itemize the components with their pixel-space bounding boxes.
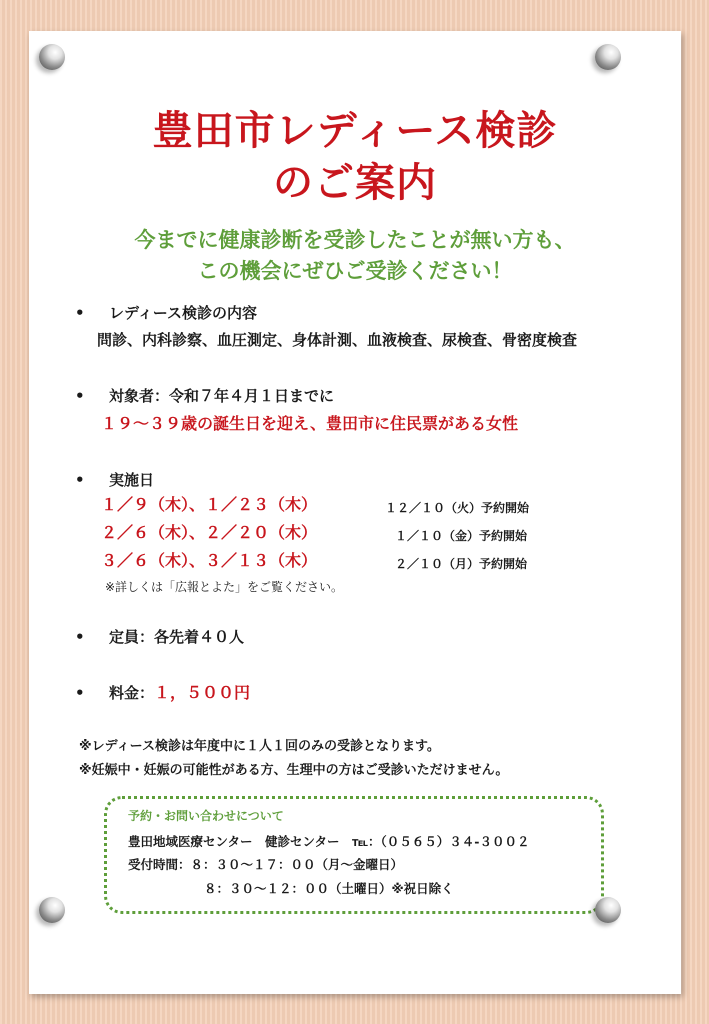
contact-title: 予約・お問い合わせについて xyxy=(128,809,284,823)
pushpin-icon xyxy=(595,897,621,923)
dates-note: ※詳しくは「広報とよた」をご覧ください。 xyxy=(105,580,344,594)
pushpin-icon xyxy=(39,44,65,70)
flyer-title-line2: のご案内 xyxy=(273,160,437,206)
bullet-icon: • xyxy=(75,628,85,646)
subtitle-line2: この機会にぜひご受診ください！ xyxy=(197,259,513,283)
contact-hours-weekday: 受付時間：８：３０～１７：００（月～金曜日） xyxy=(128,857,404,872)
bullet-icon: • xyxy=(75,387,85,405)
target-detail: １９～３９歳の誕生日を迎え、豊田市に住民票がある女性 xyxy=(101,414,518,433)
contact-box xyxy=(104,796,604,914)
subtitle-line1: 今までに健康診断を受診したことが無い方も、 xyxy=(134,228,576,252)
pushpin-icon xyxy=(39,897,65,923)
fee-amount: １，５００円 xyxy=(154,683,251,702)
date-row-dates: １／９（木）、１／２３（木） xyxy=(101,495,318,514)
note-pregnancy: ※妊娠中・妊娠の可能性がある方、生理中の方はご受診いただけません。 xyxy=(79,763,509,778)
target-heading: 対象者：令和７年４月１日までに xyxy=(109,387,335,405)
bullet-icon: • xyxy=(75,304,85,322)
date-row-dates: ２／６（木）、２／２０（木） xyxy=(101,523,318,542)
date-row-reservation: ２／１０（月）予約開始 xyxy=(395,557,528,571)
date-row-dates: ３／６（木）、３／１３（木） xyxy=(101,551,318,570)
note-once-per-year: ※レディース検診は年度中に１人１回のみの受診となります。 xyxy=(79,739,440,754)
bullet-icon: • xyxy=(75,684,85,702)
pushpin-icon xyxy=(595,44,621,70)
contact-hours-saturday: ８：３０～１２：００（土曜日）※祝日除く xyxy=(204,881,454,896)
bullet-icon: • xyxy=(75,471,85,489)
contents-heading: レディース検診の内容 xyxy=(109,304,258,322)
date-row-reservation: １／１０（金）予約開始 xyxy=(395,529,528,543)
dates-heading: 実施日 xyxy=(109,471,155,489)
flyer-title-line1: 豊田市レディース検診 xyxy=(152,108,558,154)
fee-line xyxy=(109,682,250,704)
flyer-paper xyxy=(29,31,681,994)
fee-label: 料金： xyxy=(109,684,155,702)
date-row-reservation: １２／１０（火）予約開始 xyxy=(385,501,530,515)
contents-items: 問診、内科診察、血圧測定、身体計測、血液検査、尿検査、骨密度検査 xyxy=(97,331,578,349)
capacity-text: 定員：各先着４０人 xyxy=(109,628,245,646)
contact-org-phone: 豊田地域医療センター 健診センター ℡：（０５６５）３４-３００２ xyxy=(128,834,530,849)
